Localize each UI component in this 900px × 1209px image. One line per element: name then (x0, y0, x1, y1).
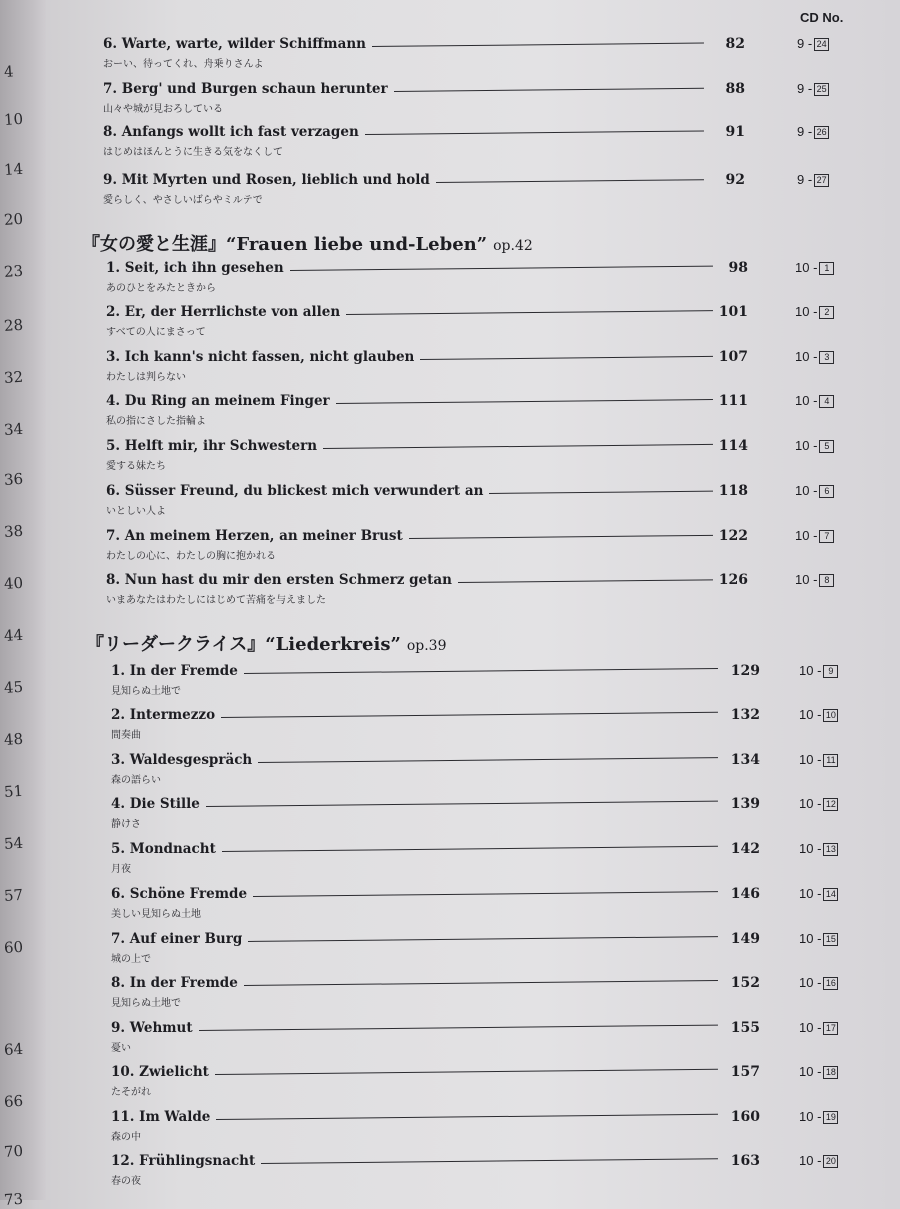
toc-entry[interactable] (111, 663, 880, 703)
entry-japanese-title: 月夜 (111, 864, 131, 875)
entry-cd-reference (797, 81, 829, 96)
entry-title: 3. Waldesgespräch (111, 752, 253, 768)
entry-title: 10. Zwielicht (111, 1064, 209, 1080)
entry-cd-reference (795, 483, 834, 498)
entry-page-number: 139 (730, 796, 760, 812)
toc-entry[interactable] (106, 438, 880, 478)
leader-line (346, 310, 713, 315)
entry-title: 11. Im Walde (111, 1109, 211, 1125)
entry-page-number: 92 (725, 172, 745, 188)
cd-disc: 10 - (799, 841, 822, 856)
cd-disc: 10 - (795, 528, 818, 543)
entry-cd-reference (799, 1020, 838, 1035)
margin-number: 70 (3, 1141, 24, 1162)
margin-number: 54 (3, 833, 24, 854)
entry-cd-reference (797, 124, 829, 139)
entry-japanese-title: 憂い (111, 1043, 131, 1054)
cd-track-box: 20 (823, 1155, 838, 1168)
cd-track-box: 6 (819, 485, 834, 498)
margin-number: 73 (3, 1189, 24, 1209)
toc-entry[interactable] (106, 304, 880, 344)
cd-disc: 10 - (799, 1020, 822, 1035)
entry-page-number: 114 (718, 438, 748, 454)
section-opus: op.39 (406, 638, 447, 654)
cd-number-header: CD No. (800, 10, 844, 25)
entry-title: 9. Mit Myrten und Rosen, lieblich und hold (103, 172, 430, 188)
cd-disc: 10 - (799, 796, 822, 811)
leader-line (222, 846, 718, 852)
section-heading-jp: 『女の愛と生涯』 (82, 234, 226, 255)
leader-line (199, 1025, 718, 1031)
entry-page-number: 129 (730, 663, 760, 679)
entry-page-number: 126 (718, 572, 748, 588)
toc-entry[interactable] (103, 172, 880, 212)
entry-page-number: 82 (725, 36, 745, 52)
entry-title: 1. In der Fremde (111, 663, 238, 679)
margin-number: 40 (3, 573, 24, 594)
cd-track-box: 15 (823, 933, 838, 946)
cd-track-box: 24 (814, 38, 829, 51)
entry-page-number: 149 (730, 931, 760, 947)
entry-page-number: 101 (718, 304, 748, 320)
cd-disc: 10 - (799, 886, 822, 901)
toc-entry[interactable] (103, 124, 880, 164)
entry-japanese-title: 森の語らい (111, 775, 161, 786)
entry-cd-reference (797, 172, 829, 187)
cd-track-box: 2 (819, 306, 834, 319)
entry-japanese-title: 春の夜 (111, 1176, 141, 1187)
margin-number: 51 (3, 781, 24, 802)
entry-japanese-title: 見知らぬ土地で (111, 686, 181, 697)
toc-entry[interactable] (111, 886, 880, 926)
entry-japanese-title: わたしは判らない (106, 372, 186, 383)
cd-track-box: 12 (823, 798, 838, 811)
cd-track-box: 25 (814, 83, 829, 96)
toc-entry[interactable] (106, 349, 880, 389)
entry-japanese-title: 美しい見知らぬ土地 (111, 909, 201, 920)
entry-japanese-title: 見知らぬ土地で (111, 998, 181, 1009)
leader-line (323, 444, 713, 449)
leader-line (365, 130, 704, 135)
leader-line (206, 801, 718, 807)
entry-title: 8. Nun hast du mir den ersten Schmerz getan (106, 572, 452, 588)
cd-disc: 10 - (799, 975, 822, 990)
entry-japanese-title: はじめはほんとうに生きる気をなくして (103, 147, 283, 158)
margin-number: 20 (3, 209, 24, 230)
cd-disc: 10 - (799, 752, 822, 767)
leader-line (394, 88, 704, 92)
leader-line (489, 491, 713, 494)
entry-title: 7. An meinem Herzen, an meiner Brust (106, 528, 403, 544)
toc-entry[interactable] (111, 1064, 880, 1104)
entry-cd-reference (799, 841, 838, 856)
entry-cd-reference (795, 528, 834, 543)
leader-line (409, 535, 713, 539)
toc-entry[interactable] (111, 841, 880, 881)
entry-title: 6. Süsser Freund, du blickest mich verwundert an (106, 483, 484, 499)
cd-track-box: 10 (823, 709, 838, 722)
entry-title: 1. Seit, ich ihn gesehen (106, 260, 284, 276)
margin-number: 64 (3, 1039, 24, 1060)
section-heading (82, 230, 533, 256)
entry-page-number: 142 (730, 841, 760, 857)
entry-cd-reference (799, 1153, 838, 1168)
toc-entry[interactable] (106, 393, 880, 433)
entry-japanese-title: 城の上で (111, 954, 151, 965)
entry-cd-reference (795, 260, 834, 275)
leader-line (261, 1158, 718, 1164)
left-margin-strip (0, 0, 46, 1209)
toc-entry[interactable] (111, 1020, 880, 1060)
leader-line (221, 712, 718, 718)
entry-page-number: 122 (718, 528, 748, 544)
margin-number: 28 (3, 315, 24, 336)
entry-japanese-title: 愛らしく、やさしいばらやミルテで (103, 195, 263, 206)
margin-number: 36 (3, 469, 24, 490)
leader-line (420, 356, 713, 360)
section-heading-de: “Liederkreis” (265, 634, 401, 655)
cd-disc: 10 - (795, 393, 818, 408)
entry-title: 6. Warte, warte, wilder Schiffmann (103, 36, 366, 52)
cd-disc: 10 - (795, 438, 818, 453)
leader-line (458, 579, 713, 583)
margin-number: 14 (3, 159, 24, 180)
entry-title: 9. Wehmut (111, 1020, 193, 1036)
entry-title: 6. Schöne Fremde (111, 886, 248, 902)
entry-cd-reference (799, 1109, 838, 1124)
margin-number: 66 (3, 1091, 24, 1112)
entry-page-number: 107 (718, 349, 748, 365)
cd-track-box: 19 (823, 1111, 838, 1124)
margin-number: 10 (3, 109, 24, 130)
cd-disc: 10 - (799, 931, 822, 946)
toc-entry[interactable] (111, 707, 880, 747)
entry-title: 7. Berg' und Burgen schaun herunter (103, 81, 388, 97)
toc-entry[interactable] (111, 1109, 880, 1149)
leader-line (248, 936, 718, 942)
section-heading-jp: 『リーダークライス』 (86, 634, 266, 655)
entry-japanese-title: 静けさ (111, 819, 141, 830)
entry-cd-reference (799, 707, 838, 722)
cd-disc: 10 - (799, 1109, 822, 1124)
leader-line (253, 891, 718, 897)
entry-japanese-title: 間奏曲 (111, 730, 141, 741)
entry-cd-reference (795, 349, 834, 364)
entry-cd-reference (799, 663, 838, 678)
entry-page-number: 163 (730, 1153, 760, 1169)
entry-cd-reference (795, 304, 834, 319)
margin-number: 38 (3, 521, 24, 542)
cd-track-box: 17 (823, 1022, 838, 1035)
cd-track-box: 11 (823, 754, 838, 767)
toc-entry[interactable] (111, 796, 880, 836)
entry-title: 2. Intermezzo (111, 707, 216, 723)
cd-track-box: 14 (823, 888, 838, 901)
entry-title: 5. Mondnacht (111, 841, 216, 857)
entry-page-number: 88 (725, 81, 745, 97)
toc-entry[interactable] (111, 752, 880, 792)
margin-number: 4 (3, 62, 15, 82)
leader-line (244, 980, 718, 986)
entry-title: 7. Auf einer Burg (111, 931, 243, 947)
entry-page-number: 152 (730, 975, 760, 991)
leader-line (215, 1069, 718, 1075)
margin-number: 48 (3, 729, 24, 750)
entry-cd-reference (795, 438, 834, 453)
entry-title: 2. Er, der Herrlichste von allen (106, 304, 341, 320)
margin-number: 60 (3, 937, 24, 958)
toc-entry[interactable] (106, 260, 880, 300)
cd-disc: 10 - (799, 707, 822, 722)
margin-number: 34 (3, 419, 24, 440)
entry-japanese-title: あのひとをみたときから (106, 283, 216, 294)
cd-track-box: 9 (823, 665, 838, 678)
cd-disc: 9 - (797, 81, 813, 96)
entry-cd-reference (799, 931, 838, 946)
leader-line (290, 266, 713, 271)
entry-cd-reference (799, 752, 838, 767)
leader-line (216, 1114, 718, 1120)
cd-track-box: 13 (823, 843, 838, 856)
leader-line (336, 399, 713, 404)
cd-track-box: 7 (819, 530, 834, 543)
entry-title: 5. Helft mir, ihr Schwestern (106, 438, 318, 454)
entry-title: 3. Ich kann's nicht fassen, nicht glauben (106, 349, 415, 365)
entry-page-number: 160 (730, 1109, 760, 1125)
toc-entry[interactable] (106, 528, 880, 568)
entry-japanese-title: 森の中 (111, 1132, 141, 1143)
margin-number: 45 (3, 677, 24, 698)
entry-title: 12. Frühlingsnacht (111, 1153, 256, 1169)
cd-track-box: 8 (819, 574, 834, 587)
entry-japanese-title: おーい、待ってくれ、舟乗りさんよ (103, 59, 264, 70)
entry-title: 8. In der Fremde (111, 975, 238, 991)
section-heading (86, 630, 447, 656)
entry-japanese-title: いまあなたはわたしにはじめて苦痛を与えました (106, 595, 326, 606)
entry-japanese-title: 愛する妹たち (106, 461, 166, 472)
cd-disc: 9 - (797, 172, 813, 187)
entry-page-number: 91 (725, 124, 745, 140)
cd-disc: 10 - (795, 572, 818, 587)
cd-disc: 9 - (797, 36, 813, 51)
entry-cd-reference (799, 796, 838, 811)
toc-entry[interactable] (111, 931, 880, 971)
cd-track-box: 26 (814, 126, 829, 139)
entry-page-number: 111 (718, 393, 748, 409)
entry-page-number: 157 (730, 1064, 760, 1080)
cd-disc: 10 - (795, 483, 818, 498)
entry-title: 4. Du Ring an meinem Finger (106, 393, 330, 409)
toc-entry[interactable] (103, 36, 880, 76)
entry-cd-reference (799, 1064, 838, 1079)
entry-japanese-title: すべての人にまさって (106, 327, 206, 338)
entry-japanese-title: わたしの心に、わたしの胸に抱かれる (106, 551, 276, 562)
cd-disc: 9 - (797, 124, 813, 139)
entry-page-number: 118 (718, 483, 748, 499)
entry-japanese-title: 山々や城が見おろしている (103, 104, 223, 115)
cd-track-box: 1 (819, 262, 834, 275)
toc-entry[interactable] (103, 81, 880, 121)
leader-line (258, 757, 718, 763)
cd-track-box: 27 (814, 174, 829, 187)
cd-disc: 10 - (799, 1153, 822, 1168)
margin-number: 57 (3, 885, 24, 906)
entry-page-number: 98 (728, 260, 748, 276)
entry-cd-reference (797, 36, 829, 51)
entry-page-number: 132 (730, 707, 760, 723)
leader-line (436, 179, 704, 183)
cd-track-box: 18 (823, 1066, 838, 1079)
cd-disc: 10 - (795, 349, 818, 364)
margin-number: 32 (3, 367, 24, 388)
entry-japanese-title: いとしい人よ (106, 506, 166, 517)
cd-disc: 10 - (795, 260, 818, 275)
cd-track-box: 4 (819, 395, 834, 408)
toc-entry[interactable] (106, 572, 880, 612)
entry-japanese-title: たそがれ (111, 1087, 151, 1098)
entry-page-number: 155 (730, 1020, 760, 1036)
leader-line (372, 43, 704, 47)
margin-number: 44 (3, 625, 24, 646)
section-opus: op.42 (493, 238, 533, 254)
entry-japanese-title: 私の指にさした指輪よ (106, 416, 206, 427)
cd-disc: 10 - (799, 663, 822, 678)
cd-disc: 10 - (795, 304, 818, 319)
section-heading-de: “Frauen liebe und-Leben” (226, 234, 488, 255)
margin-number: 23 (3, 261, 24, 282)
entry-cd-reference (795, 393, 834, 408)
toc-entry[interactable] (111, 975, 880, 1015)
leader-line (244, 668, 718, 674)
entry-cd-reference (799, 886, 838, 901)
cd-disc: 10 - (799, 1064, 822, 1079)
entry-title: 8. Anfangs wollt ich fast verzagen (103, 124, 359, 140)
entry-cd-reference (795, 572, 834, 587)
entry-page-number: 146 (730, 886, 760, 902)
toc-entry[interactable] (106, 483, 880, 523)
entry-cd-reference (799, 975, 838, 990)
toc-entry[interactable] (111, 1153, 880, 1193)
cd-track-box: 5 (819, 440, 834, 453)
entry-page-number: 134 (730, 752, 760, 768)
entry-title: 4. Die Stille (111, 796, 200, 812)
cd-track-box: 16 (823, 977, 838, 990)
cd-track-box: 3 (819, 351, 834, 364)
